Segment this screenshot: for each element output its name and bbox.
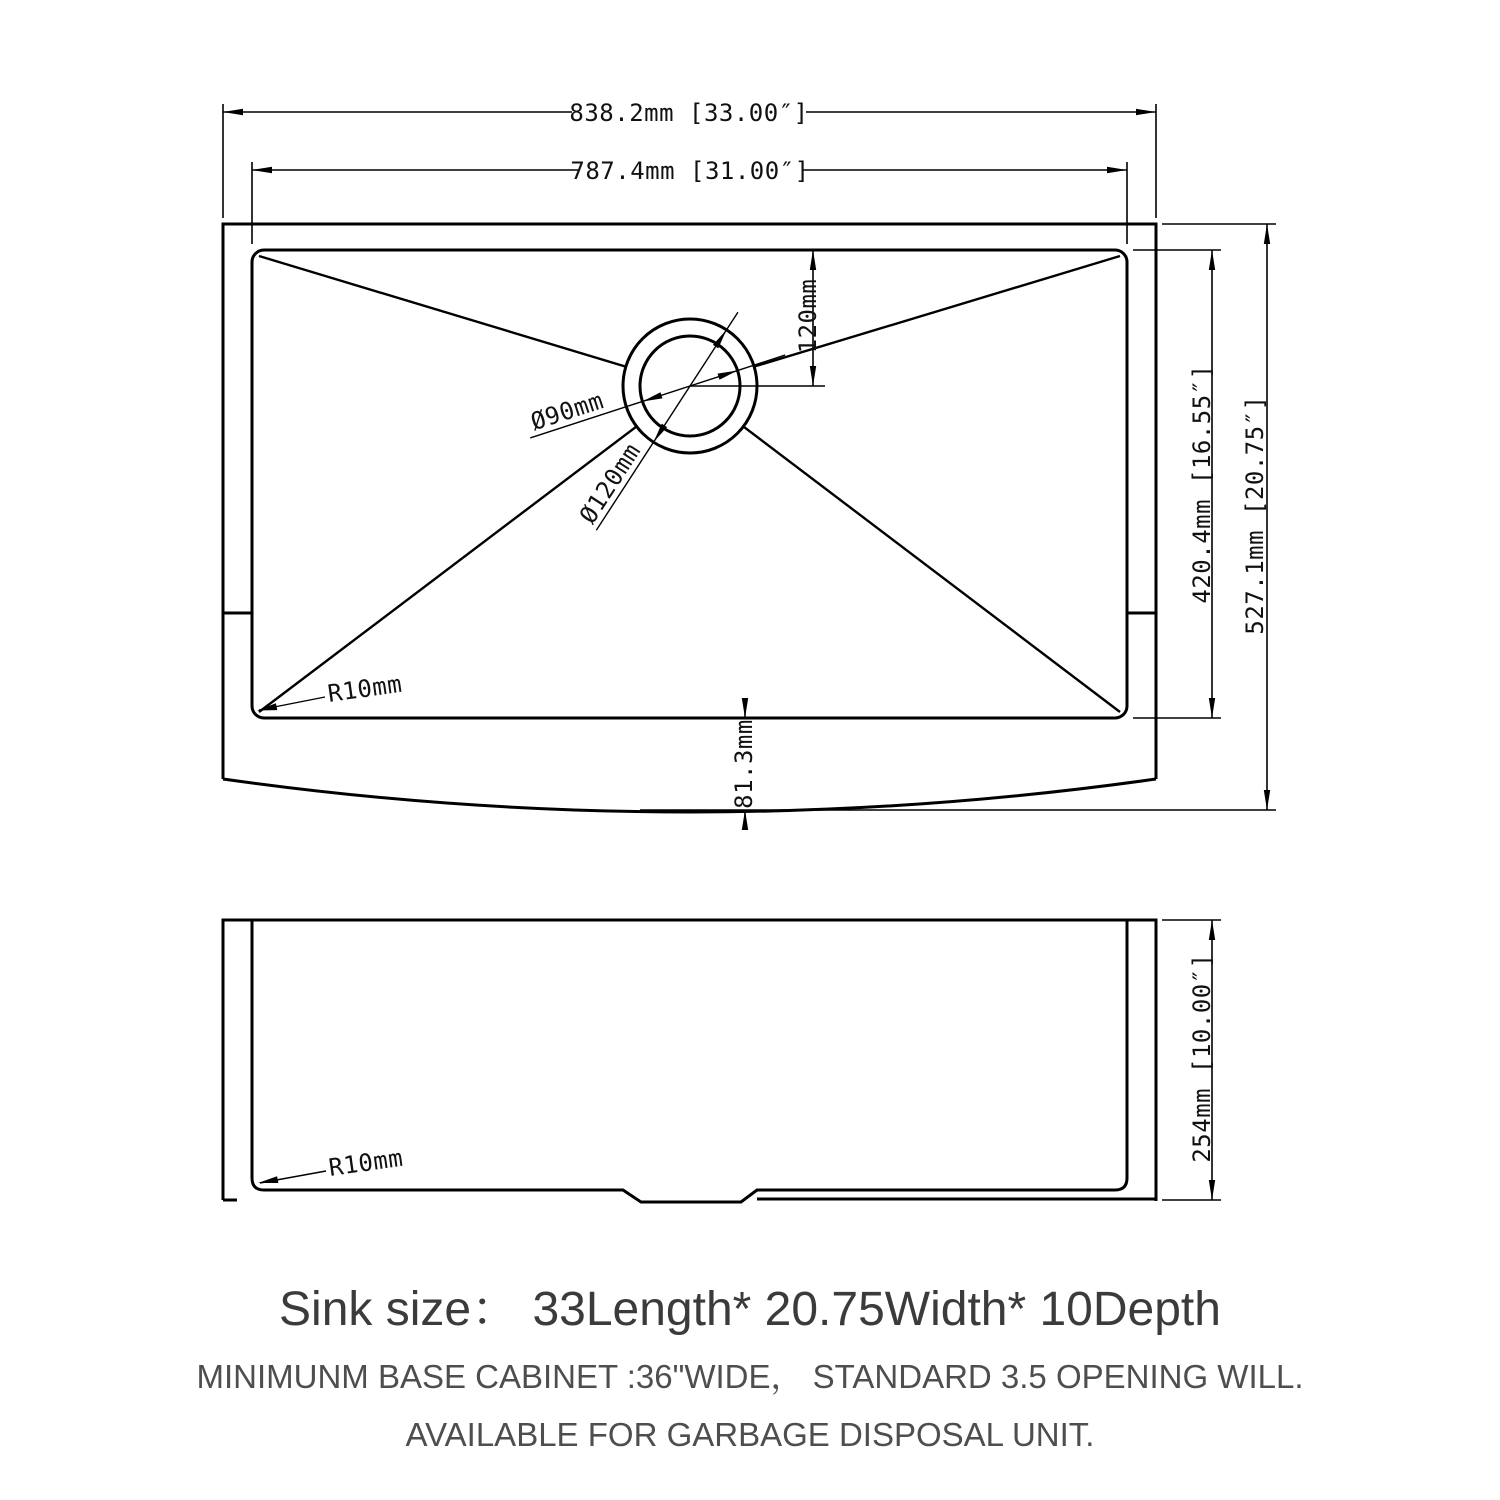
dim-depth-label: 254mm [10.00″]	[1188, 953, 1216, 1163]
dim-drain-inner-diameter-label: Ø90mm	[527, 386, 608, 437]
cabinet-note-line: MINIMUNM BASE CABINET :36"WIDE， STANDARD 3.5 OPENING WILL.	[196, 1358, 1304, 1395]
disposal-note-line: AVAILABLE FOR GARBAGE DISPOSAL UNIT.	[405, 1416, 1095, 1453]
dim-apron-depth-label: 81.3mm	[730, 719, 758, 809]
footer-text	[196, 1283, 1303, 1453]
dim-depth	[1188, 920, 1216, 1200]
dim-drain-offset-label: 120mm	[794, 278, 822, 354]
sink-size-line: Sink size： 33Length* 20.75Width* 10Depth	[279, 1283, 1221, 1336]
dim-corner-radius-top-label: R10mm	[325, 669, 404, 708]
dim-outer-height-label: 527.1mm [20.75″]	[1241, 395, 1269, 635]
dim-inner-height-label: 420.4mm [16.55″]	[1188, 364, 1216, 604]
dim-outer-width-label: 838.2mm [33.00″]	[569, 99, 809, 127]
dim-outer-height	[1241, 224, 1270, 810]
extension-lines	[223, 104, 1276, 1200]
dim-outer-width	[223, 99, 1156, 127]
dim-corner-radius-side-label: R10mm	[326, 1143, 405, 1182]
dim-inner-width	[252, 157, 1127, 185]
dim-inner-height	[1188, 250, 1216, 718]
dim-drain-outer-diameter-label: Ø120mm	[573, 438, 647, 529]
dim-drain-offset	[794, 250, 822, 386]
dim-corner-radius-top	[257, 670, 404, 711]
top-view	[223, 224, 1156, 812]
top-view-outer-outline	[223, 224, 1156, 812]
dim-inner-width-label: 787.4mm [31.00″]	[570, 157, 810, 185]
dim-corner-radius-side	[258, 1144, 405, 1183]
